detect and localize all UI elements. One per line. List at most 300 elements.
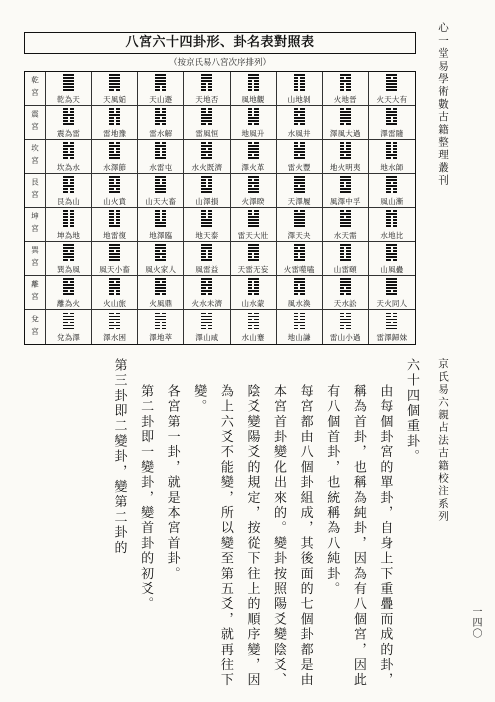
hexagram-symbol — [109, 210, 120, 227]
yang-line — [294, 111, 305, 113]
yang-line — [201, 120, 212, 122]
yang-line — [294, 151, 305, 153]
hexagram-cell — [92, 174, 138, 208]
yin-line — [248, 256, 259, 258]
yang-line — [201, 244, 212, 246]
hexagram-symbol — [201, 278, 212, 295]
yang-line — [248, 322, 259, 324]
yin-line — [294, 316, 305, 318]
yang-line — [63, 83, 74, 85]
yin-line — [294, 253, 305, 255]
yang-line — [155, 244, 166, 246]
hexagram-name: 火地晉 — [333, 94, 357, 104]
hexagram-symbol — [155, 142, 166, 159]
hexagram-symbol — [386, 74, 397, 91]
hexagram-name: 風地觀 — [241, 94, 265, 104]
hexagram-name: 地雷復 — [103, 230, 127, 240]
yang-line — [109, 287, 120, 289]
hexagram-symbol — [386, 278, 397, 295]
series-title: 心一堂易學術數古籍整理叢刊 — [437, 22, 449, 188]
yang-line — [248, 244, 259, 246]
hexagram-symbol — [155, 74, 166, 91]
yang-line — [340, 191, 351, 193]
yang-line — [201, 191, 212, 193]
hexagram-symbol — [63, 313, 74, 330]
yin-line — [294, 86, 305, 88]
yang-line — [155, 176, 166, 178]
yin-line — [340, 145, 351, 147]
hexagram-symbol — [340, 74, 351, 91]
yin-line — [386, 77, 397, 79]
yang-line — [201, 284, 212, 286]
yang-line — [201, 247, 212, 249]
yin-line — [109, 117, 120, 119]
hexagram-symbol — [155, 313, 166, 330]
yin-line — [109, 313, 120, 315]
yang-line — [386, 89, 397, 91]
hexagram-name: 雷風恒 — [195, 128, 219, 138]
yang-line — [155, 287, 166, 289]
yang-line — [201, 151, 212, 153]
hexagram-cell — [277, 174, 323, 208]
hexagram-symbol — [294, 142, 305, 159]
yin-line — [386, 290, 397, 292]
hexagram-cell — [323, 276, 369, 310]
palace-label: 震宮 — [30, 110, 40, 135]
yin-line — [201, 210, 212, 212]
yin-line — [109, 293, 120, 295]
yin-line — [155, 210, 166, 212]
hexagram-cell — [138, 72, 184, 106]
yin-line — [386, 145, 397, 147]
yin-line — [340, 154, 351, 156]
yang-line — [294, 222, 305, 224]
yang-line — [155, 253, 166, 255]
yin-line — [155, 142, 166, 144]
yang-line — [155, 284, 166, 286]
hexagram-name: 澤水困 — [103, 333, 127, 343]
yin-line — [340, 287, 351, 289]
yin-line — [386, 316, 397, 318]
yin-line — [155, 328, 166, 330]
yang-line — [294, 244, 305, 246]
yin-line — [248, 111, 259, 113]
hexagram-symbol — [109, 244, 120, 261]
yang-line — [294, 188, 305, 190]
yang-line — [248, 225, 259, 227]
hexagram-name: 火山旅 — [103, 298, 127, 308]
hexagram-cell — [369, 140, 415, 174]
yin-line — [248, 210, 259, 212]
yang-line — [155, 188, 166, 190]
hexagram-symbol — [109, 142, 120, 159]
hexagram-name: 山風蠱 — [380, 264, 404, 274]
yin-line — [386, 210, 397, 212]
hexagram-cell — [231, 276, 277, 310]
yin-line — [386, 182, 397, 184]
yin-line — [386, 222, 397, 224]
palace-label: 巽宮 — [30, 246, 40, 271]
hexagram-symbol — [294, 74, 305, 91]
yin-line — [63, 259, 74, 261]
yang-line — [63, 185, 74, 187]
hexagram-cell — [369, 174, 415, 208]
yang-line — [155, 120, 166, 122]
yin-line — [201, 182, 212, 184]
yang-line — [63, 278, 74, 280]
yang-line — [63, 77, 74, 79]
yin-line — [248, 80, 259, 82]
yang-line — [340, 120, 351, 122]
hexagram-symbol — [386, 244, 397, 261]
yang-line — [294, 213, 305, 215]
hexagram-symbol — [155, 278, 166, 295]
yin-line — [386, 247, 397, 249]
yang-line — [155, 290, 166, 292]
yin-line — [201, 83, 212, 85]
hexagram-cell — [46, 276, 92, 310]
hexagram-cell — [92, 106, 138, 140]
yin-line — [201, 250, 212, 252]
yang-line — [386, 284, 397, 286]
hexagram-cell — [46, 106, 92, 140]
hexagram-name: 山水蒙 — [241, 298, 265, 308]
yang-line — [340, 322, 351, 324]
hexagram-name: 澤雷隨 — [380, 128, 404, 138]
yin-line — [109, 219, 120, 221]
yin-line — [63, 157, 74, 159]
yang-line — [201, 259, 212, 261]
hexagram-name: 地風升 — [241, 128, 265, 138]
yin-line — [294, 114, 305, 116]
yang-line — [63, 325, 74, 327]
paragraph: 第三卦即二變卦，變第二卦的 — [111, 358, 127, 556]
yang-line — [155, 157, 166, 159]
yin-line — [386, 250, 397, 252]
yin-line — [63, 120, 74, 122]
yin-line — [63, 213, 74, 215]
yang-line — [248, 148, 259, 150]
hexagram-name: 山天大畜 — [145, 196, 177, 206]
yang-line — [340, 219, 351, 221]
hexagram-cell — [184, 208, 230, 242]
yang-line — [201, 319, 212, 321]
yang-line — [155, 225, 166, 227]
yin-line — [294, 154, 305, 156]
yin-line — [294, 210, 305, 212]
yang-line — [294, 225, 305, 227]
yang-line — [201, 80, 212, 82]
hexagram-name: 火天大有 — [376, 94, 408, 104]
yin-line — [340, 313, 351, 315]
yin-line — [63, 210, 74, 212]
yang-line — [294, 281, 305, 283]
yin-line — [63, 191, 74, 193]
yin-line — [155, 148, 166, 150]
yang-line — [63, 244, 74, 246]
book-title: 京氏易六親占法古籍校注系列 — [437, 358, 449, 524]
page-number: 一四〇 — [470, 606, 481, 639]
yin-line — [201, 253, 212, 255]
hexagram-name: 水天需 — [333, 230, 357, 240]
yin-line — [386, 225, 397, 227]
yin-line — [109, 123, 120, 125]
hexagram-cell — [369, 242, 415, 276]
yang-line — [109, 80, 120, 82]
hexagram-cell — [184, 276, 230, 310]
yin-line — [63, 188, 74, 190]
yin-line — [294, 328, 305, 330]
hexagram-symbol — [340, 176, 351, 193]
yang-line — [63, 145, 74, 147]
hexagram-cell — [184, 140, 230, 174]
hexagram-symbol — [63, 74, 74, 91]
hexagram-symbol — [340, 244, 351, 261]
yin-line — [340, 182, 351, 184]
hexagram-table — [24, 71, 416, 345]
hexagram-name: 天山遯 — [149, 94, 173, 104]
yin-line — [386, 148, 397, 150]
hexagram-symbol — [340, 142, 351, 159]
yang-line — [248, 191, 259, 193]
yang-line — [340, 284, 351, 286]
yin-line — [386, 157, 397, 159]
palace-label-cell — [25, 310, 46, 344]
yin-line — [386, 151, 397, 153]
yang-line — [386, 185, 397, 187]
hexagram-cell — [277, 208, 323, 242]
yang-line — [155, 77, 166, 79]
yang-line — [294, 117, 305, 119]
hexagram-name: 山地剝 — [287, 94, 311, 104]
hexagram-name: 風澤中孚 — [329, 196, 361, 206]
paragraph: 每宮都由八個卦組成，其後面的七個卦都是由本宮首卦變化出來的。變卦按照陽爻變陰爻、陰爻變陽爻的規定，按從下往上的順序變，因為上六爻不能變，所以變至第五爻，就再往下變。 — [191, 384, 313, 688]
yang-line — [63, 328, 74, 330]
yin-line — [294, 89, 305, 91]
yang-line — [340, 244, 351, 246]
hexagram-cell — [138, 276, 184, 310]
yin-line — [109, 151, 120, 153]
hexagram-symbol — [201, 176, 212, 193]
yang-line — [63, 89, 74, 91]
yang-line — [386, 319, 397, 321]
yang-line — [201, 222, 212, 224]
yang-line — [201, 145, 212, 147]
yin-line — [201, 213, 212, 215]
yin-line — [63, 290, 74, 292]
hexagram-cell — [138, 242, 184, 276]
yang-line — [155, 319, 166, 321]
hexagram-name: 山雷頤 — [333, 264, 357, 274]
yang-line — [201, 225, 212, 227]
yin-line — [386, 313, 397, 315]
yang-line — [63, 123, 74, 125]
hexagram-name: 坤為地 — [57, 230, 81, 240]
yin-line — [201, 123, 212, 125]
yin-line — [155, 154, 166, 156]
hexagram-cell — [231, 140, 277, 174]
hexagram-name: 地火明夷 — [329, 162, 361, 172]
hexagram-symbol — [294, 244, 305, 261]
yin-line — [386, 120, 397, 122]
yang-line — [155, 185, 166, 187]
palace-label: 乾宮 — [30, 76, 40, 101]
hexagram-cell — [323, 72, 369, 106]
yang-line — [63, 256, 74, 258]
hexagram-symbol — [63, 244, 74, 261]
yang-line — [340, 281, 351, 283]
hexagram-name: 澤山咸 — [195, 333, 219, 343]
yang-line — [109, 284, 120, 286]
yang-line — [340, 176, 351, 178]
hexagram-symbol — [155, 210, 166, 227]
hexagram-cell — [138, 310, 184, 344]
hexagram-name: 雷澤歸妹 — [376, 333, 408, 343]
yang-line — [248, 74, 259, 76]
hexagram-symbol — [109, 74, 120, 91]
yang-line — [109, 86, 120, 88]
hexagram-name: 天地否 — [195, 94, 219, 104]
yang-line — [201, 316, 212, 318]
hexagram-symbol — [155, 244, 166, 261]
yang-line — [109, 145, 120, 147]
palace-label-cell — [25, 106, 46, 140]
yin-line — [155, 89, 166, 91]
yang-line — [201, 114, 212, 116]
hexagram-name: 火澤睽 — [241, 196, 265, 206]
yang-line — [63, 80, 74, 82]
yang-line — [109, 325, 120, 327]
yin-line — [248, 284, 259, 286]
yang-line — [248, 182, 259, 184]
yin-line — [109, 222, 120, 224]
yang-line — [340, 188, 351, 190]
hexagram-cell — [231, 72, 277, 106]
hexagram-cell — [231, 310, 277, 344]
yang-line — [386, 114, 397, 116]
hexagram-cell — [46, 310, 92, 344]
yang-line — [201, 117, 212, 119]
yin-line — [340, 316, 351, 318]
hexagram-cell — [369, 276, 415, 310]
yang-line — [248, 176, 259, 178]
hexagram-cell — [46, 208, 92, 242]
yin-line — [63, 250, 74, 252]
hexagram-name: 巽為風 — [57, 264, 81, 274]
yin-line — [109, 210, 120, 212]
yin-line — [340, 89, 351, 91]
yin-line — [109, 322, 120, 324]
yang-line — [63, 154, 74, 156]
yin-line — [109, 148, 120, 150]
yin-line — [248, 179, 259, 181]
hexagram-name: 水地比 — [380, 230, 404, 240]
yang-line — [63, 74, 74, 76]
yang-line — [294, 74, 305, 76]
hexagram-cell — [369, 106, 415, 140]
hexagram-name: 水風井 — [287, 128, 311, 138]
yin-line — [201, 86, 212, 88]
yang-line — [201, 219, 212, 221]
yin-line — [294, 77, 305, 79]
hexagram-symbol — [63, 108, 74, 125]
hexagram-name: 火風鼎 — [149, 298, 173, 308]
yang-line — [248, 316, 259, 318]
hexagram-cell — [184, 242, 230, 276]
yang-line — [340, 222, 351, 224]
yin-line — [109, 142, 120, 144]
yin-line — [63, 222, 74, 224]
yang-line — [386, 278, 397, 280]
yang-line — [109, 191, 120, 193]
yin-line — [386, 117, 397, 119]
yang-line — [109, 225, 120, 227]
yin-line — [155, 216, 166, 218]
hexagram-name: 坎為水 — [57, 162, 81, 172]
hexagram-symbol — [63, 142, 74, 159]
hexagram-name: 兌為澤 — [57, 333, 81, 343]
yin-line — [201, 256, 212, 258]
yang-line — [340, 179, 351, 181]
hexagram-symbol — [294, 108, 305, 125]
yin-line — [386, 188, 397, 190]
yin-line — [340, 247, 351, 249]
hexagram-symbol — [386, 210, 397, 227]
yin-line — [155, 293, 166, 295]
hexagram-symbol — [294, 176, 305, 193]
yang-line — [63, 284, 74, 286]
yang-line — [248, 250, 259, 252]
hexagram-cell — [92, 72, 138, 106]
hexagram-cell — [46, 72, 92, 106]
yang-line — [294, 120, 305, 122]
yang-line — [201, 77, 212, 79]
hexagram-cell — [323, 242, 369, 276]
yin-line — [294, 256, 305, 258]
yin-line — [201, 287, 212, 289]
yang-line — [155, 247, 166, 249]
hexagram-name: 澤風大過 — [329, 128, 361, 138]
yang-line — [386, 325, 397, 327]
yang-line — [248, 216, 259, 218]
yin-line — [63, 219, 74, 221]
yin-line — [294, 287, 305, 289]
yin-line — [248, 114, 259, 116]
yin-line — [109, 216, 120, 218]
yang-line — [340, 259, 351, 261]
yin-line — [294, 83, 305, 85]
yang-line — [294, 176, 305, 178]
yang-line — [294, 259, 305, 261]
hexagram-symbol — [109, 176, 120, 193]
yin-line — [109, 120, 120, 122]
yin-line — [155, 213, 166, 215]
yin-line — [248, 293, 259, 295]
hexagram-name: 火雷噬嗑 — [283, 264, 315, 274]
hexagram-cell — [277, 140, 323, 174]
yin-line — [248, 213, 259, 215]
hexagram-symbol — [248, 142, 259, 159]
hexagram-name: 地天泰 — [195, 230, 219, 240]
yang-line — [248, 278, 259, 280]
yang-line — [109, 114, 120, 116]
hexagram-symbol — [294, 210, 305, 227]
paragraph: 第二卦即一變卦，變首卦的初爻。 — [138, 384, 154, 612]
hexagram-cell — [138, 106, 184, 140]
yin-line — [63, 322, 74, 324]
palace-label: 艮宮 — [30, 178, 40, 203]
yin-line — [386, 142, 397, 144]
